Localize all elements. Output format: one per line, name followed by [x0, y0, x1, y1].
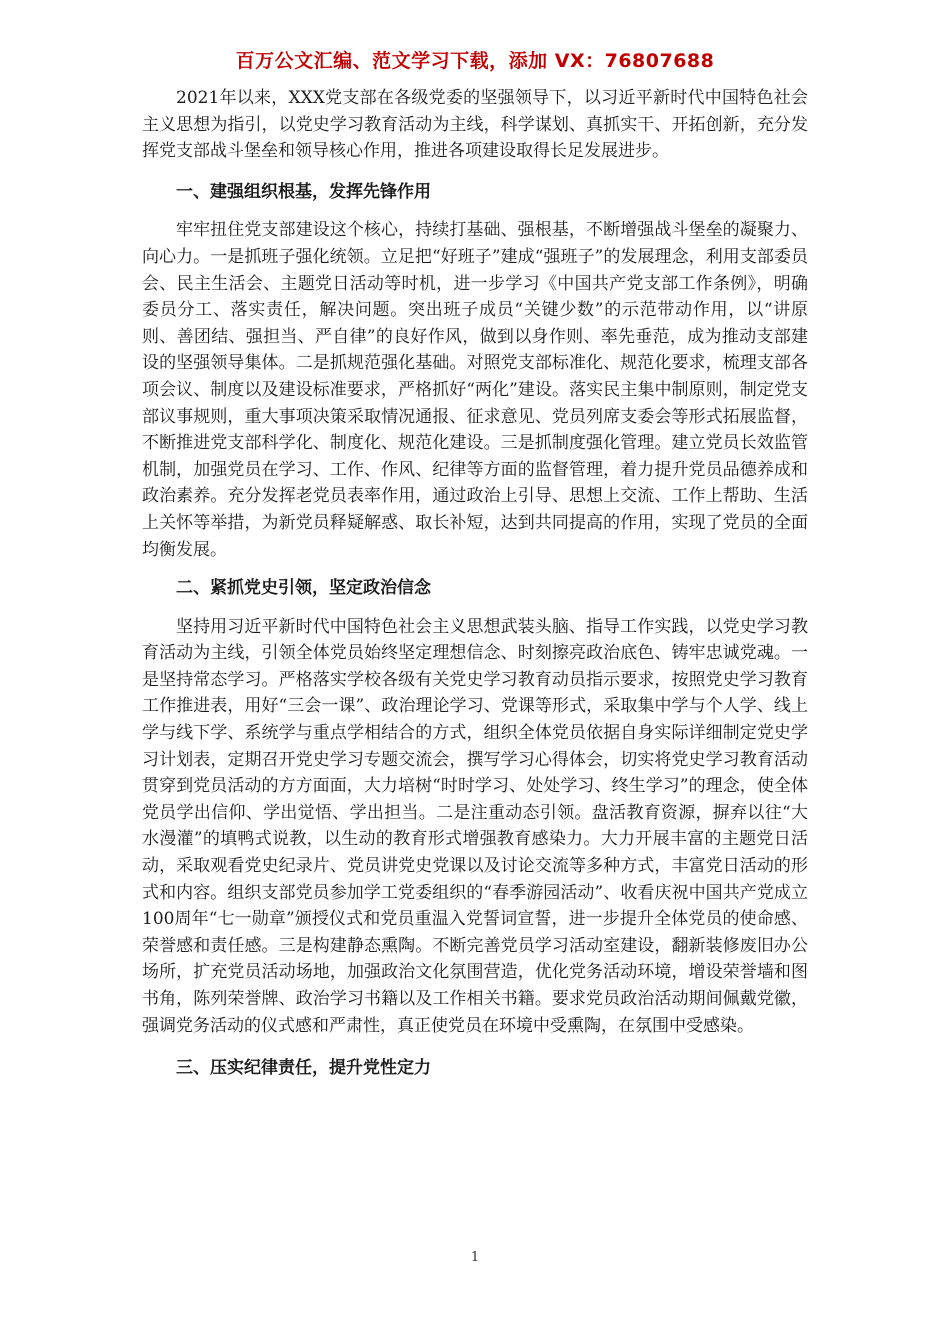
page-number: 1 [470, 1250, 480, 1265]
section-body-1: 牢牢扭住党支部建设这个核心，持续打基础、强根基，不断增强战斗堡垒的凝聚力、向心力。一是抓班子强化统领。立足把“好班子”建成“强班子”的发展理念，利用支部委员会、民主生活会、主题党日活动等时机，进一步学习《中国共产党支部工作条例》，明确委员分工、落实责任，解决问题。突出班子成员“关键少数”的示范带动作用，以“讲原则、善团结、强担当、严自律”的良好作风，做到以身作则、率先垂范，成为推动支部建设的坚强领导集体。二是抓规范强化基础。对照党支部标准化、规范化要求，梳理支部各项会议、制度以及建设标准要求，严格抓好“两化”建设。落实民主集中制原则，制定党支部议事规则，重大事项决策采取情况通报、征求意见、党员列席支委会等形式拓展监督，不断推进党支部科学化、制度化、规范化建设。三是抓制度强化管理。建立党员长效监管机制，加强党员在学习、工作、作风、纪律等方面的监督管理，着力提升党员品德养成和政治素养。充分发挥老党员表率作用，通过政治上引导、思想上交流、工作上帮助、生活上关怀等举措，为新党员释疑解惑、取长补短，达到共同提高的作用，实现了党员的全面均衡发展。 [142, 220, 808, 560]
section-heading-1: 一、建强组织根基，发挥先锋作用 [176, 181, 431, 202]
document-body [142, 85, 808, 1082]
intro-paragraph: 2021年以来，XXX党支部在各级党委的坚强领导下，以习近平新时代中国特色社会主义思想为指引，以党史学习教育活动为主线，科学谋划、真抓实干、开拓创新，充分发挥党支部战斗堡垒和领导核心作用，推进各项建设取得长足发展进步。 [142, 88, 808, 162]
section-heading-3: 三、压实纪律责任，提升党性定力 [176, 1058, 431, 1079]
header-banner: 百万公文汇编、范文学习下载，添加 VX：76807688 [235, 50, 715, 72]
section-body-2: 坚持用习近平新时代中国特色社会主义思想武装头脑、指导工作实践，以党史学习教育活动为主线，引领全体党员始终坚定理想信念、时刻擦亮政治底色、铸牢忠诚党魂。一是坚持常态学习。严格落实学校各级有关党史学习教育动员指示要求，按照党史学习教育工作推进表，用好“三会一课”、政治理论学习、党课等形式，采取集中学与个人学、线上学与线下学、系统学与重点学相结合的方式，组织全体党员依据自身实际详细制定党史学习计划表，定期召开党史学习专题交流会，撰写学习心得体会，切实将党史学习教育活动贯穿到党员活动的方方面面，大力培树“时时学习、处处学习、终生学习”的理念，使全体党员学出信仰、学出觉悟、学出担当。二是注重动态引领。盘活教育资源，摒弃以往“大水漫灌”的填鸭式说教，以生动的教育形式增强教育感染力。大力开展丰富的主题党日活动，采取观看党史纪录片、党员讲党史党课以及讨论交流等多种方式，丰富党日活动的形式和内容。组织支部党员参加学工党委组织的“春季游园活动”、收看庆祝中国共产党成立100周年“七一勋章”颁授仪式和党员重温入党誓词宣誓，进一步提升全体党员的使命感、荣誉感和责任感。三是构建静态熏陶。不断完善党员学习活动室建设，翻新装修废旧办公场所，扩充党员活动场地，加强政治文化氛围营造，优化党务活动环境，增设荣誉墙和图书角，陈列荣誉牌、政治学习书籍以及工作相关书籍。要求党员政治活动期间佩戴党徽，强调党务活动的仪式感和严肃性，真正使党员在环境中受熏陶，在氛围中受感染。 [142, 616, 808, 1036]
section-heading-2: 二、紧抓党史引领，坚定政治信念 [176, 578, 431, 599]
